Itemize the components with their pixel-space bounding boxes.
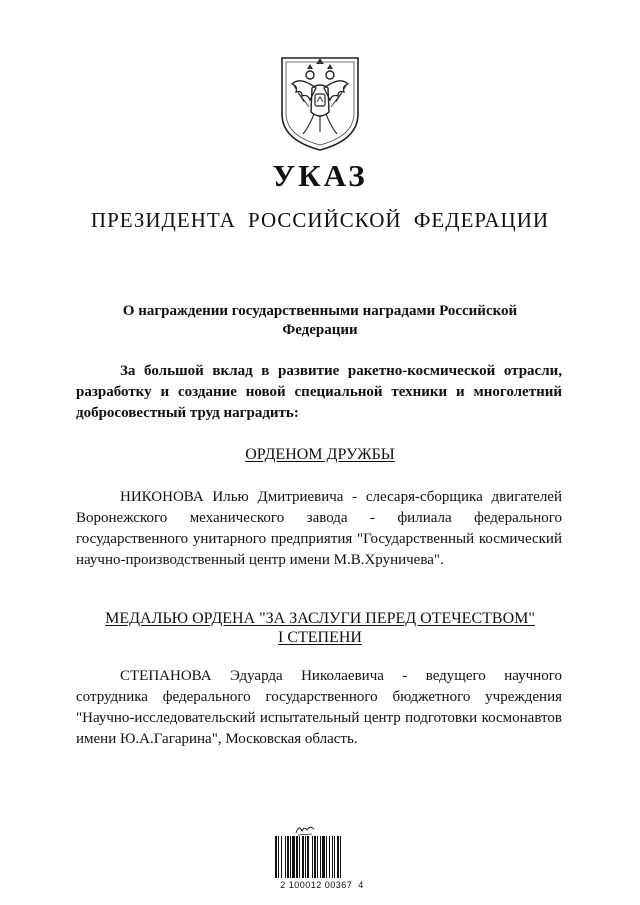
document-title: УКАЗ [272, 158, 368, 193]
award-title-order-of-friendship [0, 445, 640, 464]
recipient-paragraph: СТЕПАНОВА Эдуарда Николаевича - ведущего научного сотрудника федерального государственного бюджетного учреждения "Научно-исследовательский испытательный центр подготовки космонавтов имени Ю.А.Гагарина", Московская область. [76, 668, 562, 747]
award-title-medal [0, 609, 640, 647]
award-title-degree: I СТЕПЕНИ [278, 629, 362, 646]
decree-text: За большой вклад в развитие ракетно-космической отрасли, разработку и создание новой специальной техники и многолетний добросовестный труд наградить: [76, 363, 562, 421]
coat-of-arms-icon [276, 52, 364, 152]
barcode [274, 822, 370, 894]
signature-mark-icon [294, 822, 316, 836]
barcode-bars-icon [274, 836, 370, 878]
recipient-paragraph: НИКОНОВА Илью Дмитриевича - слесаря-сборщика двигателей Воронежского механического завода - филиала федерального государственного унитарного предприятия "Государственный космический научно-производственный центр имени М.В.Хруничева". [76, 489, 562, 568]
barcode-number: 2 100012 00367 4 [280, 880, 364, 890]
award-title-text: МЕДАЛЬЮ ОРДЕНА "ЗА ЗАСЛУГИ ПЕРЕД ОТЕЧЕСТВОМ" [105, 610, 535, 627]
document-subtitle: ПРЕЗИДЕНТА РОССИЙСКОЙ ФЕДЕРАЦИИ [90, 208, 550, 232]
award-title-text: ОРДЕНОМ ДРУЖБЫ [245, 446, 395, 463]
decree-subject: О награждении государственными наградами Российской Федерации [122, 303, 518, 338]
